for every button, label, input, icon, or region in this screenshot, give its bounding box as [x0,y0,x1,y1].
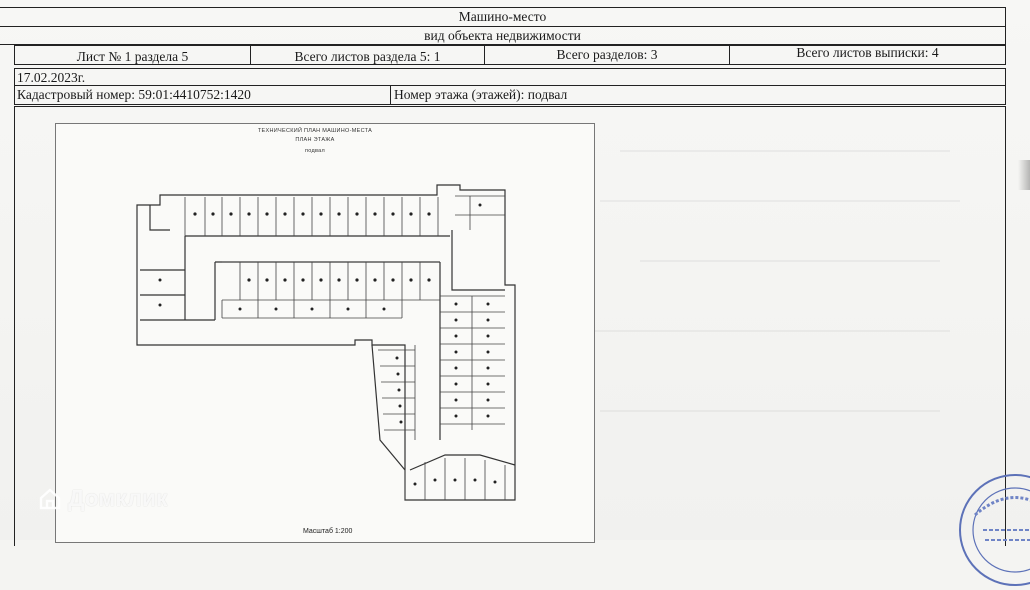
plan-title-3: подвал [304,148,326,154]
object-title: Машино-место [458,9,547,24]
floor-number: Номер этажа (этажей): подвал [394,87,568,102]
plan-scale: Масштаб 1:200 [303,528,353,535]
round-seal-stamp [955,470,1030,590]
extract-date: 17.02.2023г. [17,70,86,85]
watermark-text: Домклик [68,485,168,511]
total-sheets-section: Всего листов раздела 5: 1 [251,46,485,64]
total-sheets-extract: Всего листов выписки: 4 [796,45,939,60]
total-sections: Всего разделов: 3 [485,46,730,64]
sheet-of-section: Лист № 1 раздела 5 [15,46,251,64]
object-subtitle: вид объекта недвижимости [424,28,581,43]
domclick-watermark [38,485,167,512]
plan-title-1: ТЕХНИЧЕСКИЙ ПЛАН МАШИНО-МЕСТА [257,128,373,134]
house-logo-icon [38,487,62,511]
plan-title-2: ПЛАН ЭТАЖА [295,137,335,143]
cadastral-number: Кадастровый номер: 59:01:4410752:1420 [15,86,391,104]
